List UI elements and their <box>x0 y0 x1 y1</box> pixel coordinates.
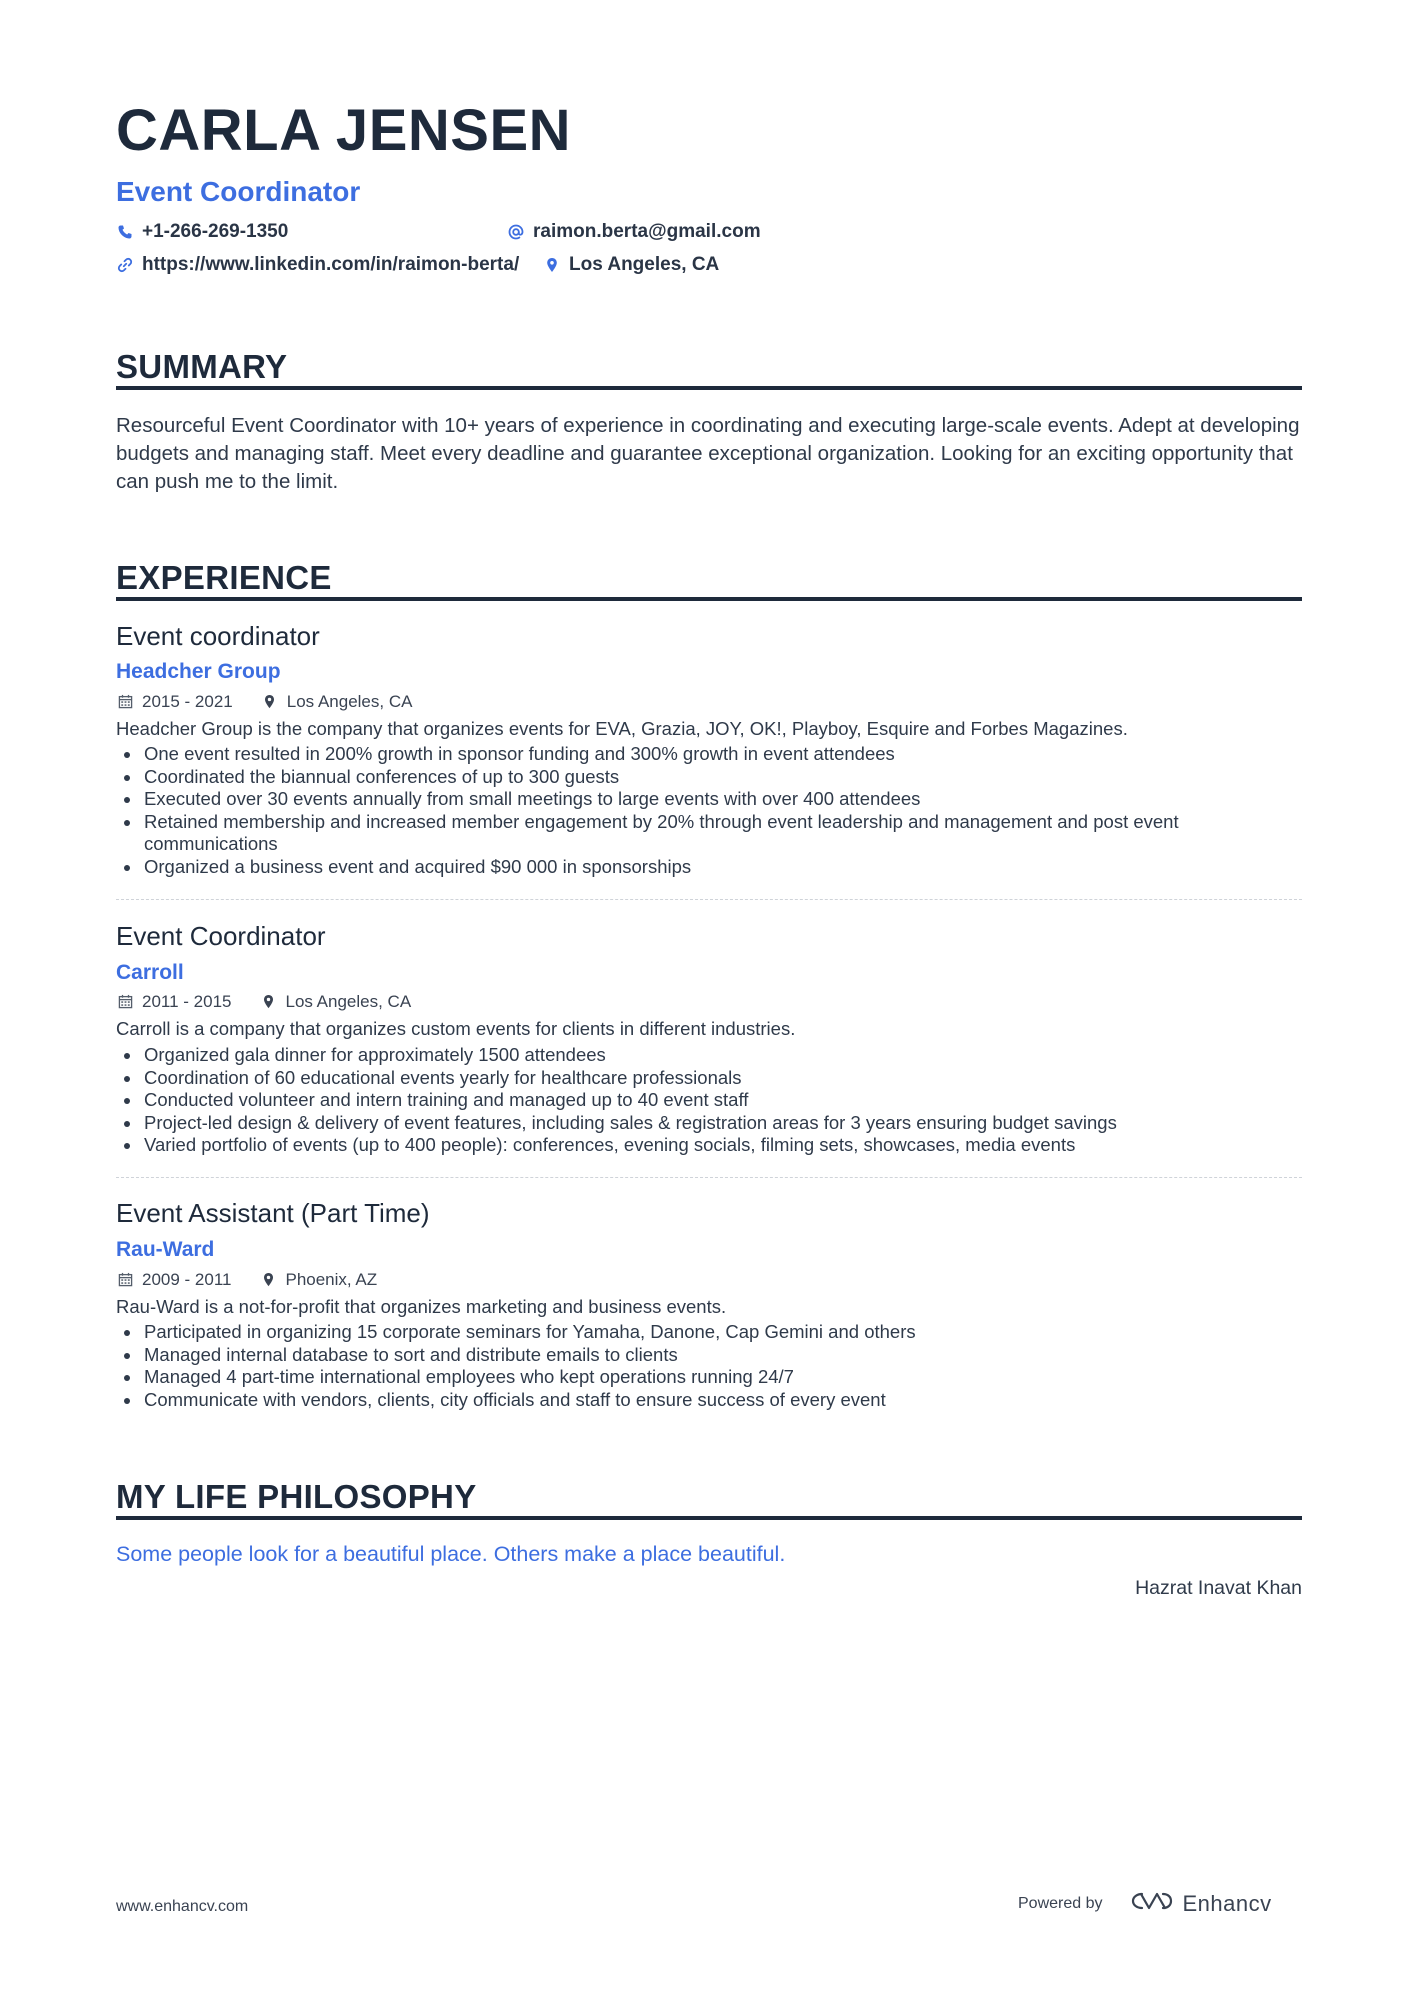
list-item: Project-led design & delivery of event features, including sales & registration areas for 3 years ensuring budget savings <box>116 1112 1302 1135</box>
job-meta <box>116 692 412 710</box>
summary-divider <box>116 386 1302 390</box>
achievement-list <box>116 1321 1302 1411</box>
summary-text: Resourceful Event Coordinator with 10+ years of experience in coordinating and executing large-scale events. Adept at developing budgets and managing staff. Meet every deadline and guarantee exceptional organization. Looking for an exciting opportunity that can push me to the limit. <box>116 414 1300 493</box>
list-item: Participated in organizing 15 corporate seminars for Yamaha, Danone, Cap Gemini and others <box>116 1321 1302 1344</box>
calendar-icon <box>116 1270 134 1288</box>
company-description: Headcher Group is the company that organizes events for EVA, Grazia, JOY, OK!, Playboy, Esquire and Forbes Magazines. <box>116 718 1128 739</box>
contact-linkedin[interactable] <box>116 255 519 274</box>
job-location: Los Angeles, CA <box>286 691 413 711</box>
job-separator <box>116 1177 1302 1178</box>
list-item: Coordinated the biannual conferences of up to 300 guests <box>116 766 1302 789</box>
experience-heading: EXPERIENCE <box>116 559 332 596</box>
linkedin-text: https://www.linkedin.com/in/raimon-berta/ <box>142 254 520 275</box>
job-dates: 2009 - 2011 <box>142 1269 232 1289</box>
job-meta <box>116 992 411 1010</box>
job-dates: 2015 - 2021 <box>142 691 233 711</box>
contact-phone[interactable] <box>116 222 288 241</box>
map-pin-icon <box>543 256 561 274</box>
job-meta <box>116 1270 377 1288</box>
list-item: Managed 4 part-time international employees who kept operations running 24/7 <box>116 1366 1302 1389</box>
job-title: Event Coordinator <box>116 921 326 951</box>
list-item: Executed over 30 events annually from small meetings to large events with over 400 attendees <box>116 788 1302 811</box>
contact-email[interactable] <box>507 222 761 241</box>
list-item: Coordination of 60 educational events yearly for healthcare professionals <box>116 1067 1302 1090</box>
job-location: Los Angeles, CA <box>285 991 412 1011</box>
phone-text: +1-266-269-1350 <box>142 221 289 242</box>
list-item: Organized gala dinner for approximately 1500 attendees <box>116 1044 1302 1067</box>
company-description: Carroll is a company that organizes custom events for clients in different industries. <box>116 1018 796 1039</box>
list-item: Retained membership and increased member engagement by 20% through event leadership and management and post event communications <box>116 811 1302 856</box>
map-pin-icon <box>259 992 277 1010</box>
job-separator <box>116 899 1302 900</box>
company-description: Rau-Ward is a not-for-profit that organizes marketing and business events. <box>116 1296 727 1317</box>
list-item: Organized a business event and acquired $90 000 in sponsorships <box>116 856 1302 879</box>
location-text: Los Angeles, CA <box>569 254 720 275</box>
philosophy-heading: MY LIFE PHILOSOPHY <box>116 1478 477 1515</box>
email-text: raimon.berta@gmail.com <box>533 221 761 242</box>
company-name[interactable]: Headcher Group <box>116 660 281 683</box>
contact-location <box>543 255 719 274</box>
calendar-icon <box>116 992 134 1010</box>
achievement-list <box>116 743 1302 879</box>
list-item: Communicate with vendors, clients, city officials and staff to ensure success of every event <box>116 1389 1302 1412</box>
achievement-list <box>116 1044 1302 1157</box>
job-dates: 2011 - 2015 <box>142 991 232 1011</box>
list-item: One event resulted in 200% growth in sponsor funding and 300% growth in event attendees <box>116 743 1302 766</box>
enhancv-logo-icon <box>1129 1888 1175 1919</box>
list-item: Conducted volunteer and intern training and managed up to 40 event staff <box>116 1089 1302 1112</box>
list-item: Managed internal database to sort and distribute emails to clients <box>116 1344 1302 1367</box>
philosophy-quote: Some people look for a beautiful place. Others make a place beautiful. <box>116 1542 786 1566</box>
link-icon <box>116 256 134 274</box>
job-title: Event coordinator <box>116 621 320 651</box>
calendar-icon <box>116 692 134 710</box>
list-item: Varied portfolio of events (up to 400 people): conferences, evening socials, filming sets, showcases, media events <box>116 1134 1302 1157</box>
summary-heading: SUMMARY <box>116 348 288 385</box>
powered-by-label: Powered by <box>1018 1894 1103 1912</box>
candidate-title: Event Coordinator <box>116 176 361 207</box>
enhancv-brand-text[interactable]: Enhancv <box>1182 1890 1272 1916</box>
job-location: Phoenix, AZ <box>285 1269 378 1289</box>
company-name[interactable]: Rau-Ward <box>116 1238 215 1261</box>
map-pin-icon <box>259 1270 277 1288</box>
experience-divider <box>116 597 1302 601</box>
candidate-name: CARLA JENSEN <box>116 98 572 163</box>
map-pin-icon <box>261 692 279 710</box>
philosophy-divider <box>116 1516 1302 1520</box>
phone-icon <box>116 223 134 241</box>
footer-branding <box>1018 1888 1272 1919</box>
at-sign-icon <box>507 223 525 241</box>
company-name[interactable]: Carroll <box>116 961 184 984</box>
job-title: Event Assistant (Part Time) <box>116 1198 430 1228</box>
footer-website[interactable]: www.enhancv.com <box>116 1898 249 1915</box>
quote-author: Hazrat Inavat Khan <box>1135 1577 1302 1599</box>
